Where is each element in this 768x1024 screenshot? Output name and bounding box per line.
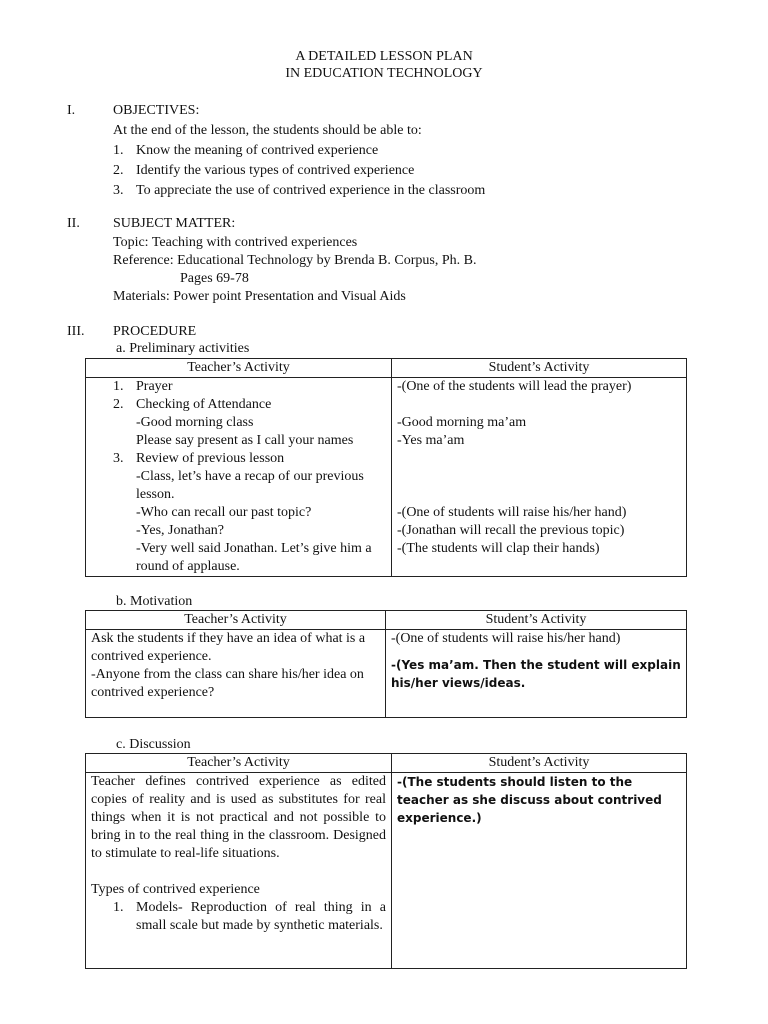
motivation-label: b. Motivation <box>116 594 193 609</box>
student-line-recall: -(Jonathan will recall the previous topic) <box>397 523 625 538</box>
prelim-item-review <box>91 450 386 468</box>
item-number: 2. <box>113 397 124 412</box>
discussion-type-item-1 <box>91 899 386 935</box>
discussion-types-heading: Types of contrived experience <box>91 882 260 897</box>
column-header-student: Student’s Activity <box>392 359 687 378</box>
student-activity-cell <box>392 773 687 969</box>
column-header-student: Student’s Activity <box>392 754 687 773</box>
item-text: Checking of Attendance <box>136 397 272 412</box>
item-number: 1. <box>113 379 124 394</box>
subject-reference: Reference: Educational Technology by Brenda B. Corpus, Ph. B. <box>113 253 477 268</box>
student-line-lead-prayer: -(One of the students will lead the prayer) <box>397 379 632 394</box>
discussion-table <box>85 753 687 969</box>
teacher-line-recap: -Class, let’s have a recap of our previous lesson. <box>136 469 364 502</box>
objectives-heading: OBJECTIVES: <box>113 103 200 118</box>
student-activity-cell <box>386 630 687 718</box>
teacher-activity-cell <box>86 773 392 969</box>
motivation-teacher-line1: Ask the students if they have an idea of what is a contrived experience. <box>91 631 366 664</box>
section-numeral-objectives: I. <box>67 103 76 118</box>
objective-text: To appreciate the use of contrived experience in the classroom <box>136 183 486 198</box>
teacher-line-present: Please say present as I call your names <box>136 433 354 448</box>
teacher-line-recall: -Who can recall our past topic? <box>136 505 312 520</box>
doc-title-line2: IN EDUCATION TECHNOLOGY <box>285 66 483 81</box>
motivation-table <box>85 610 687 718</box>
objective-item-3 <box>113 182 486 200</box>
column-header-student: Student’s Activity <box>386 611 687 630</box>
objective-number: 1. <box>113 143 124 158</box>
item-text: Models- Reproduction of real thing in a small scale but made by synthetic materials. <box>136 900 386 933</box>
item-text: Prayer <box>136 379 173 394</box>
motivation-student-line2: -(Yes ma’am. Then the student will explain his/her views/ideas. <box>391 658 681 690</box>
subject-topic: Topic: Teaching with contrived experiences <box>113 235 358 250</box>
doc-title-line1: A DETAILED LESSON PLAN <box>295 49 473 64</box>
objective-number: 2. <box>113 163 124 178</box>
student-line-good-morning: -Good morning ma’am <box>397 415 527 430</box>
discussion-teacher-definition: Teacher defines contrived experience as edited copies of reality and is used as substitutes for real things when it is not practical and not possible to bring in to the real thing in the classroom. Designed to stimulate to real-life situations. <box>91 774 386 861</box>
section-numeral-subject-matter: II. <box>67 216 80 231</box>
objective-item-1 <box>113 142 379 160</box>
motivation-student-line1: -(One of students will raise his/her hand) <box>391 631 621 646</box>
teacher-line-yes: -Yes, Jonathan? <box>136 523 225 538</box>
student-line-raise-hand: -(One of students will raise his/her hand) <box>397 505 627 520</box>
item-text: Review of previous lesson <box>136 451 285 466</box>
teacher-activity-cell <box>86 630 386 718</box>
motivation-teacher-line2: -Anyone from the class can share his/her idea on contrived experience? <box>91 667 364 700</box>
preliminary-label: a. Preliminary activities <box>116 341 250 356</box>
teacher-activity-cell <box>86 378 392 577</box>
objective-text: Identify the various types of contrived experience <box>136 163 415 178</box>
subject-pages: Pages 69-78 <box>180 271 249 286</box>
objectives-intro: At the end of the lesson, the students should be able to: <box>113 123 422 138</box>
subject-matter-heading: SUBJECT MATTER: <box>113 216 236 231</box>
subject-materials: Materials: Power point Presentation and Visual Aids <box>113 289 406 304</box>
section-numeral-procedure: III. <box>67 324 85 339</box>
prelim-item-attendance <box>91 396 386 414</box>
column-header-teacher: Teacher’s Activity <box>86 754 392 773</box>
student-activity-cell <box>392 378 687 577</box>
teacher-line-good-morning: -Good morning class <box>136 415 254 430</box>
procedure-heading: PROCEDURE <box>113 324 197 339</box>
teacher-line-well-said: -Very well said Jonathan. Let’s give him a round of applause. <box>136 541 372 574</box>
student-line-yes-maam: -Yes ma’am <box>397 433 465 448</box>
prelim-item-prayer <box>91 378 386 396</box>
discussion-student-line: -(The students should listen to the teacher as she discuss about contrived experience.) <box>397 775 662 825</box>
discussion-label: c. Discussion <box>116 737 191 752</box>
objective-item-2 <box>113 162 415 180</box>
objective-text: Know the meaning of contrived experience <box>136 143 379 158</box>
objective-number: 3. <box>113 183 124 198</box>
student-line-clap: -(The students will clap their hands) <box>397 541 600 556</box>
item-number: 3. <box>113 451 124 466</box>
column-header-teacher: Teacher’s Activity <box>86 611 386 630</box>
column-header-teacher: Teacher’s Activity <box>86 359 392 378</box>
preliminary-table <box>85 358 687 577</box>
item-number: 1. <box>113 900 124 915</box>
